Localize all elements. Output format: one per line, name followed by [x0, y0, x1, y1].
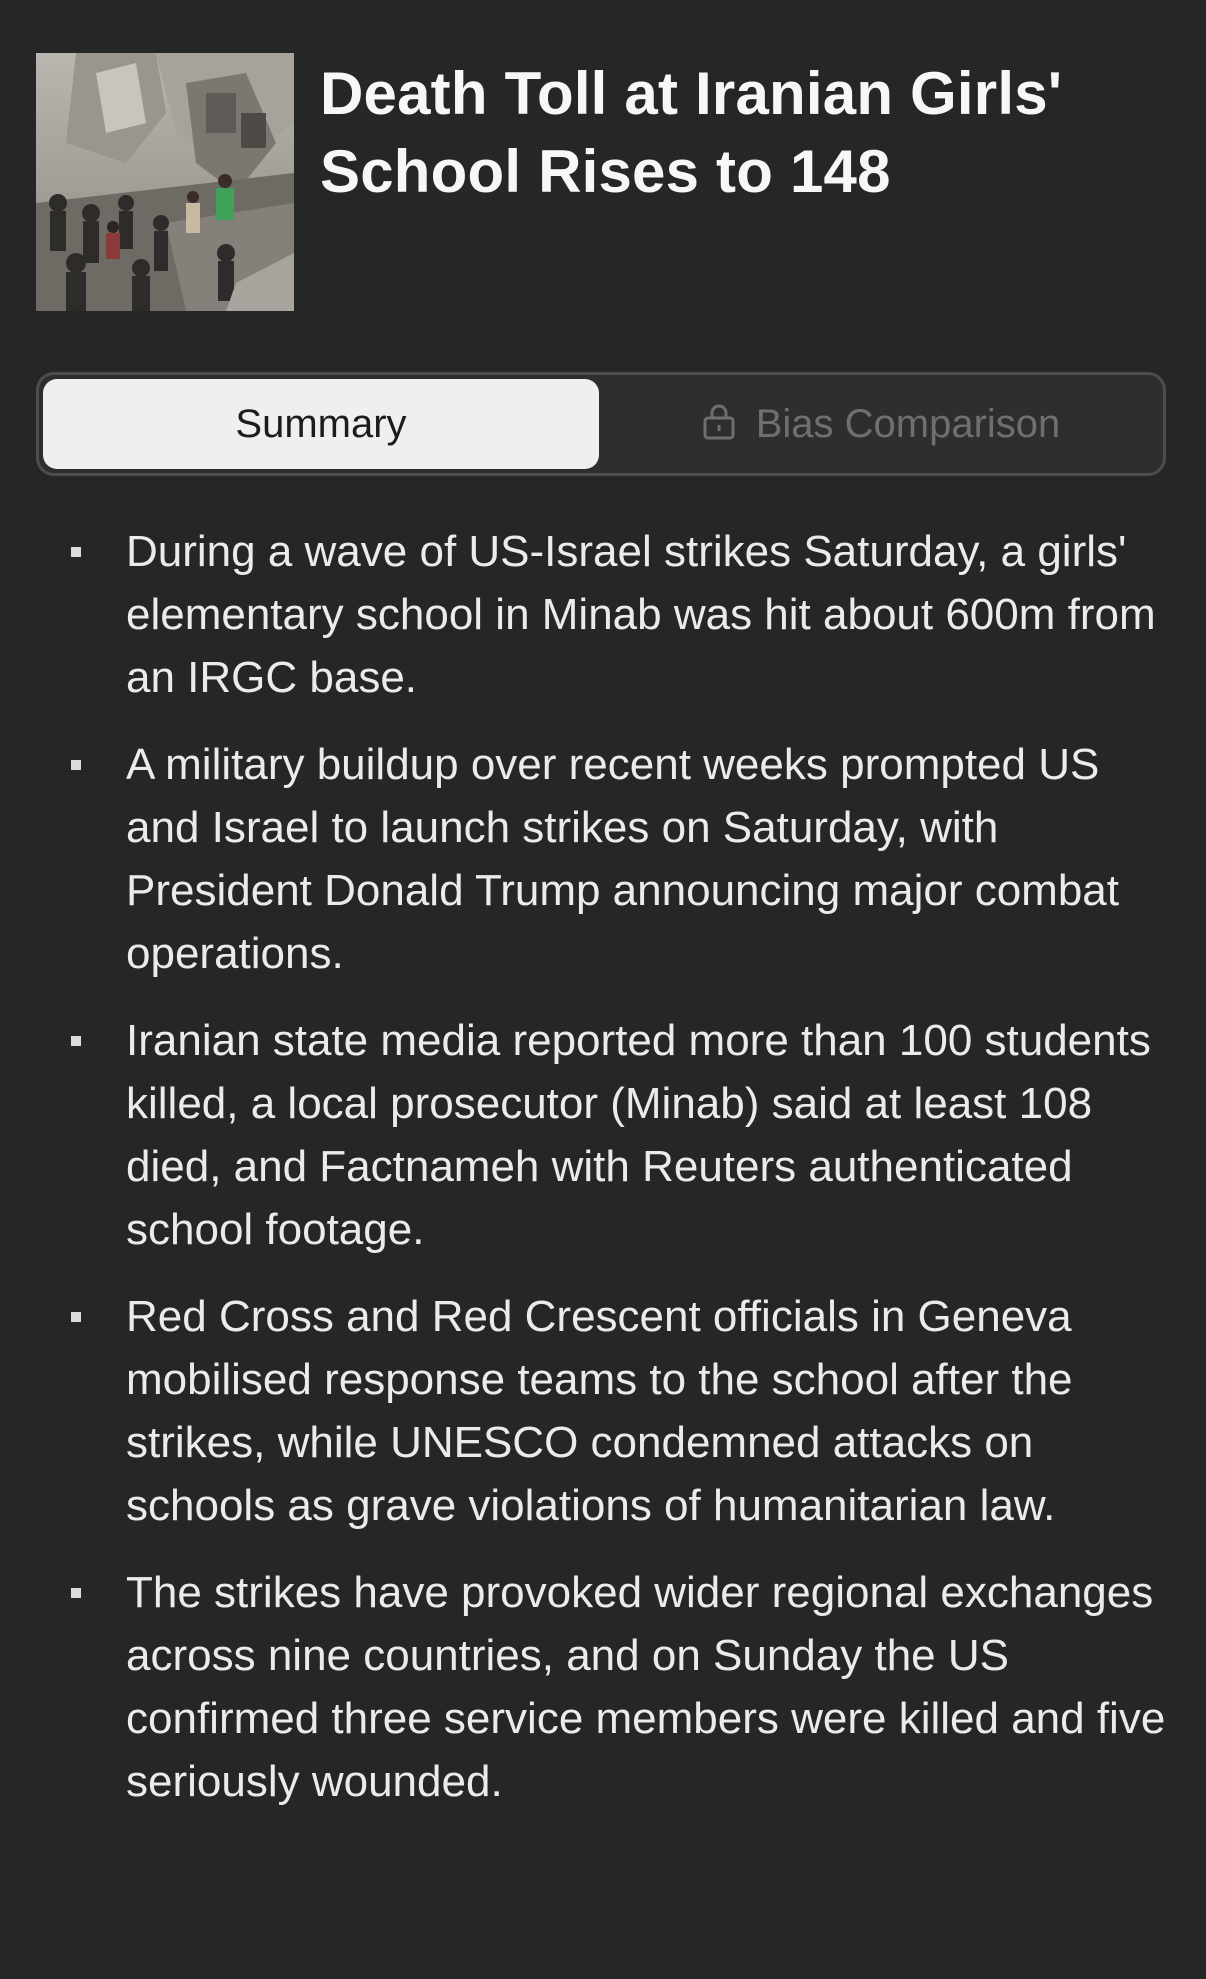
summary-bullet — [0, 520, 1206, 709]
summary-bullet — [0, 1285, 1206, 1537]
rubble-photo-icon — [36, 53, 294, 311]
tab-bias-comparison-label: Bias Comparison — [755, 401, 1061, 446]
summary-bullet-list — [0, 520, 1206, 1837]
bullet-marker — [71, 547, 81, 557]
article-thumbnail[interactable] — [36, 53, 294, 311]
summary-bullet-text: Red Cross and Red Crescent officials in Geneva mobilised response teams to the school after the strikes, while UNESCO condemned attacks on schools as grave violations of humanitarian law. — [126, 1292, 1073, 1530]
tab-bias-comparison[interactable] — [599, 379, 1163, 469]
summary-bullet — [0, 1561, 1206, 1813]
article-header — [36, 53, 1170, 313]
summary-bullet-text: A military buildup over recent weeks prompted US and Israel to launch strikes on Saturday, with President Donald Trump announcing major combat operations. — [126, 740, 1119, 978]
summary-bullet — [0, 1009, 1206, 1261]
summary-bullet — [0, 733, 1206, 985]
summary-bullet-text: During a wave of US-Israel strikes Saturday, a girls' elementary school in Minab was hit about 600m from an IRGC base. — [126, 527, 1156, 702]
tab-summary-label: Summary — [235, 401, 407, 446]
bullet-marker — [71, 760, 81, 770]
tab-summary[interactable] — [43, 379, 599, 469]
view-tab-switcher — [36, 372, 1166, 476]
lock-icon — [702, 404, 736, 440]
article-title: Death Toll at Iranian Girls' School Rises to 148 — [320, 60, 1063, 205]
summary-bullet-text: The strikes have provoked wider regional exchanges across nine countries, and on Sunday the US confirmed three service members were killed and five seriously wounded. — [126, 1568, 1166, 1806]
bullet-marker — [71, 1312, 81, 1322]
summary-bullet-text: Iranian state media reported more than 100 students killed, a local prosecutor (Minab) said at least 108 died, and Factnameh with Reuters authenticated school footage. — [126, 1016, 1151, 1254]
bullet-marker — [71, 1036, 81, 1046]
bullet-marker — [71, 1588, 81, 1598]
